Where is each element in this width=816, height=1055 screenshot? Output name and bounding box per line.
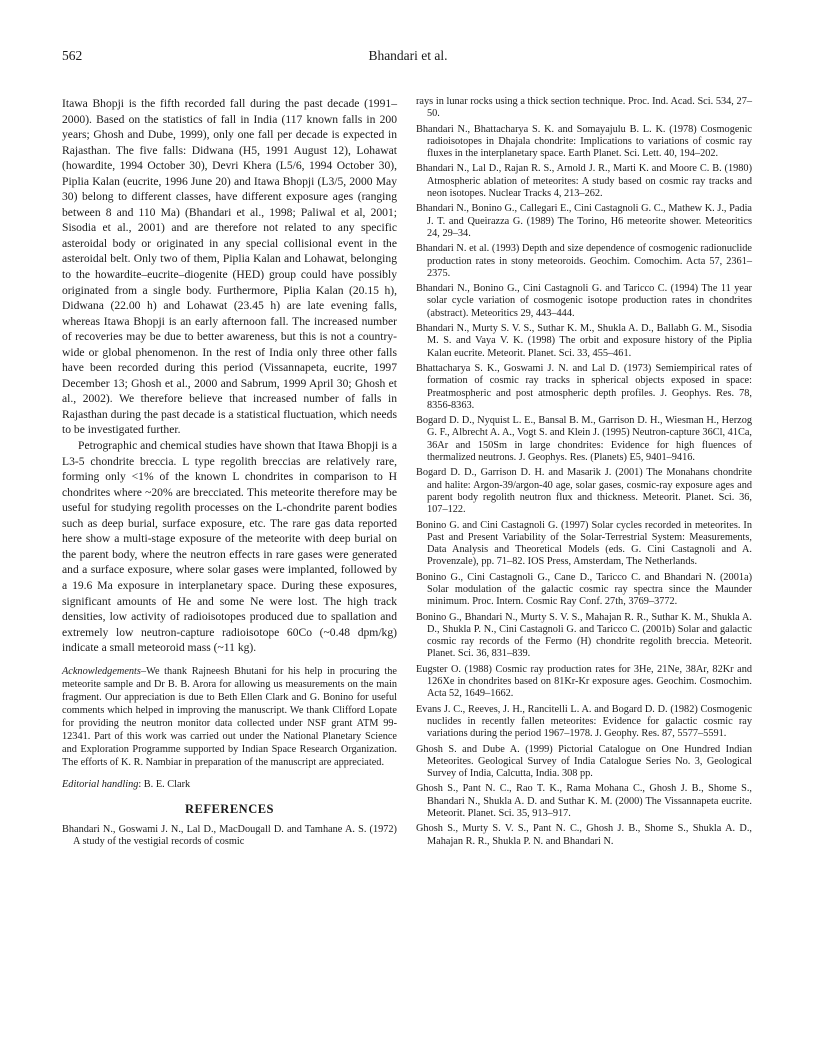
reference-entry: Ghosh S. and Dube A. (1999) Pictorial Catalogue on One Hundred Indian Meteorites. Geological Survey of India Catalogue Series No. 3, Geological Survey of India, Calcutta, India. 308 pp.	[416, 743, 752, 780]
reference-entry: Bhandari N., Bhattacharya S. K. and Somayajulu B. L. K. (1978) Cosmogenic radioisotopes in Dhajala chondrite: Implications to variations of cosmic ray fluxes in the interplanetary space. Earth Planet. Sci. Lett. 40, 194–202.	[416, 123, 752, 160]
reference-entry: Bogard D. D., Garrison D. H. and Masarik J. (2001) The Monahans chondrite and halite: Argon-39/argon-40 age, solar gases, cosmic-ray exposure ages and parent body regolith neutron flux and thickness. Meteorit. Planet. Sci. 36, 107–122.	[416, 467, 752, 516]
reference-entry: Ghosh S., Pant N. C., Rao T. K., Rama Mohana C., Ghosh J. B., Shome S., Bhandari N., Shukla A. D. and Suthar K. M. (2000) The Vissannapeta eucrite. Meteorit. Planet. Sci. 35, 913–917.	[416, 783, 752, 820]
acknowledgements-text: –We thank Rajneesh Bhutani for his help in procuring the meteorite sample and Dr B. B. Arora for allowing us measurements on the main fragment. Our appreciation is due to Beth Ellen Clark and G. Bonino for useful comments which helped in improving the manuscript. We thank Clifford Lopate for providing the neutron monitor data collected under NSF grant ATM 99-12341. Part of this work was carried out under the National Planetary Science and Exploration Programme supported by Indian Space Research Organization. The efforts of K. R. Nambiar in preparation of the manuscript are appreciated.	[62, 665, 397, 769]
reference-entry: Bonino G., Bhandari N., Murty S. V. S., Mahajan R. R., Suthar K. M., Shukla A. D., Shukla P. N., Cini Castagnoli G. and Taricco C. (2001b) Solar and galactic cosmic ray records of the Fermo (H) chondrite regolith breccia. Meteorit. Planet. Sci. 36, 831–839.	[416, 611, 752, 660]
left-column	[62, 96, 397, 852]
reference-entry: Bhattacharya S. K., Goswami J. N. and Lal D. (1973) Semiempirical rates of formation of cosmic ray tracks in spherical objects exposed in space: Preatmospheric and post atmospheric depth profiles. J. Geophys. Res. 78, 8356-8363.	[416, 362, 752, 411]
reference-entry: Bhandari N., Goswami J. N., Lal D., MacDougall D. and Tamhane A. S. (1972) A study of the vestigial records of cosmic	[62, 824, 397, 848]
reference-entry: rays in lunar rocks using a thick section technique. Proc. Ind. Acad. Sci. 534, 27–50.	[416, 96, 752, 120]
body-paragraph: Petrographic and chemical studies have shown that Itawa Bhopji is a L3-5 chondrite breccia. L type regolith breccias are relatively rare, forming only <1% of the known L chondrites in comparison to H chondrites where ~20% are brecciated. This meteorite therefore may be useful for studying regolith processes on the L-chondrite parent bodies such as deep burial, surface exposure, etc. The rare gas data reported here show a multi-stage exposure of the meteorite with deep burial on the parent body, where the neutron effects in rare gases were generated and a surface exposure, where solar gases were implanted, followed by a 19.6 Ma exposure in interplanetary space. During these exposures, significant amounts of He and some Ne were lost. The high track densities, low activity of radioisotopes produced due to spallation and extremely low neutron-capture radioisotope 60Co (~0.48 dpm/kg) indicate a small meteoroid mass (~11 kg).	[62, 439, 397, 655]
acknowledgements-label: Acknowledgements	[62, 665, 141, 677]
editorial-handling	[62, 778, 397, 791]
references-heading: REFERENCES	[184, 801, 275, 816]
reference-entry: Bhandari N., Lal D., Rajan R. S., Arnold J. R., Marti K. and Moore C. B. (1980) Atmospheric ablation of meteorites: A study based on cosmic ray tracks and neon isotopes. Nuclear Tracks 4, 213–262.	[416, 163, 752, 200]
reference-entry: Bhandari N., Bonino G., Cini Castagnoli G. and Taricco C. (1994) The 11 year solar cycle variation of cosmogenic isotope production rates in chondrites (abstract). Meteoritics 29, 443–444.	[416, 283, 752, 319]
reference-entry: Evans J. C., Reeves, J. H., Rancitelli L. A. and Bogard D. D. (1982) Cosmogenic nuclides in recently fallen meteorites: Evidence for galactic cosmic ray variations during the period 1967–1978. J. Geophy. Res. 87, 5577–5591.	[416, 703, 752, 740]
right-column	[416, 96, 752, 851]
acknowledgements	[62, 665, 397, 770]
page-header	[62, 48, 754, 68]
body-paragraph: Itawa Bhopji is the fifth recorded fall during the past decade (1991–2000). Based on the statistics of fall in India (117 known falls in 200 years; Ghosh and Dube, 1999), only one fall per decade is expected in Rajasthan. The five falls: Didwana (H5, 1991 August 12), Lohawat (howardite, 1994 October 30), Devri Khera (L5/6, 1994 October 30), Piplia Kalan (eucrite, 1996 June 20) and Itawa Bhopji (L3/5, 2000 May 30) belong to different classes, have different exposure ages (ranging between 8 and 110 Ma) (Bhandari et al., 1998; Paliwal et al, 2001; Sisodia et al., 2001) and are therefore not related to any specific asteroidal body or originated in any special collisional event in the asteroidal belt. Only two of them, Piplia Kalan and Lohawat, belonging to the howardite–eucrite–diogenite (HED) group could have possibly originated from a single body. Furthermore, Piplia Kalan (20.15 h), Didwana (22.00 h) and Lohawat (23.45 h) are late evening falls, whereas Itawa Bhopji is an early afternoon fall. The increased number of recoveries may be due to better awareness, but this is not a country-wide or global phenomenon. In the rest of India only three other falls have been recorded during this period (Vissannapeta, eucrite, 1997 December 13; Ghosh et al., 2000 and Sabrum, 1999 April 30; Ghosh et al., 2002). We therefore believe that increased number of falls in Rajasthan during the past decade is a statistical fluctuation, which needs to be investigated further.	[62, 97, 397, 437]
reference-entry: Bhandari N. et al. (1993) Depth and size dependence of cosmogenic radionuclide production rates in stony meteoroids. Geochim. Comochim. Acta 57, 2361–2375.	[416, 243, 752, 279]
editorial-handling-label: Editorial handling	[62, 779, 139, 791]
reference-entry: Bonino G., Cini Castagnoli G., Cane D., Taricco C. and Bhandari N. (2001a) Solar modulation of the galactic cosmic ray spectra since the Maunder minimum. Proc. Intern. Cosmic Ray Conf. 27th, 3769–3772.	[416, 571, 752, 608]
editorial-handling-value: : B. E. Clark	[138, 779, 191, 791]
reference-entry: Bonino G. and Cini Castagnoli G. (1997) Solar cycles recorded in meteorites. In Past and Present Variability of the Solar-Terrestrial System: Measurements, Data Analysis and Theoretical Models (eds. G. Cini Castagnoli and A. Provenzale), pp. 71–82. IOS Press, Amsterdam, The Netherlands.	[416, 519, 752, 568]
running-head: Bhandari et al.	[368, 48, 448, 63]
reference-entry: Eugster O. (1988) Cosmic ray production rates for 3He, 21Ne, 38Ar, 82Kr and 126Xe in chondrites based on 81Kr-Kr exposure ages. Geochim. Cosmochim. Acta 52, 1649–1662.	[416, 663, 752, 700]
reference-entry: Bhandari N., Bonino G., Callegari E., Cini Castagnoli G. C., Mathew K. J., Padia J. T. and Queirazza G. (1989) The Torino, H6 meteorite shower. Meteoritics 24, 29–34.	[416, 203, 752, 239]
reference-entry: Ghosh S., Murty S. V. S., Pant N. C., Ghosh J. B., Shome S., Shukla A. D., Mahajan R. R., Shukla P. N. and Bhandari N.	[416, 823, 752, 847]
reference-entry: Bogard D. D., Nyquist L. E., Bansal B. M., Garrison D. H., Wiesman H., Herzog G. F., Albrecht A. A., Vogt S. and Klein J. (1995) Neutron-capture 36Cl, 41Ca, 36Ar and 150Sm in large chondrites: Evidence for high fluences of thermalized neutrons. J. Geophys. Res. (Planets) E5, 9401–9416.	[416, 415, 752, 464]
reference-entry: Bhandari N., Murty S. V. S., Suthar K. M., Shukla A. D., Ballabh G. M., Sisodia M. S. and Vaya V. K. (1998) The orbit and exposure history of the Piplia Kalan eucrite. Meteorit. Planet. Sci. 33, 455–461.	[416, 323, 752, 359]
page-number: 562	[62, 48, 83, 63]
